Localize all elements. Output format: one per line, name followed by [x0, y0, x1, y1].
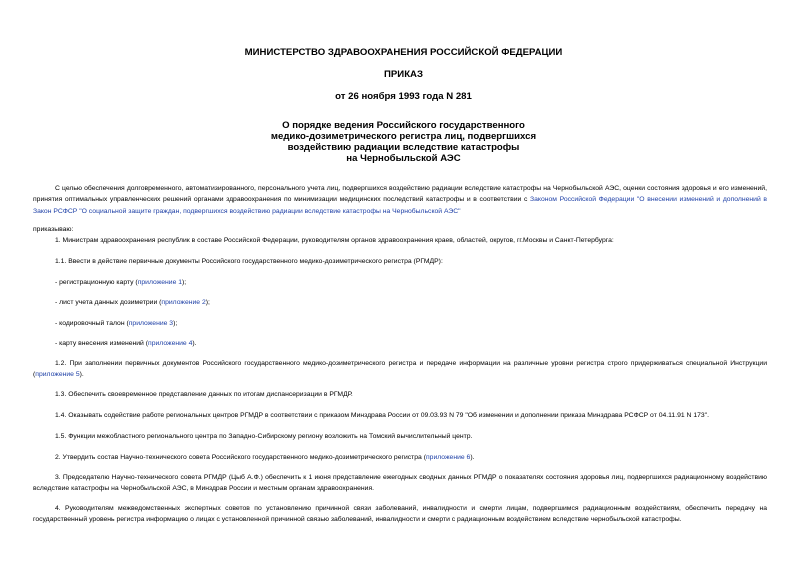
item-1: 1. Министрам здравоохранения республик в составе Российской Федерации, руководителям органов здравоохранения краев, областей, округов, гг.Москвы и Санкт-Петербурга:	[55, 237, 614, 244]
title-line: О порядке ведения Российского государственного	[282, 120, 525, 131]
item-2: 2. Утвердить состав Научно-технического совета Российского государственного медико-дозиметрического регистра (приложение 6).	[55, 454, 475, 461]
intro-paragraph	[33, 183, 767, 217]
date-line: от 26 ноября 1993 года N 281	[335, 91, 472, 102]
item-1-3: 1.3. Обеспечить своевременное представление данных по итогам диспансеризации в РГМДР.	[55, 391, 353, 398]
appendix-1-link[interactable]: приложение 1	[137, 279, 183, 286]
ministry-heading: МИНИСТЕРСТВО ЗДРАВООХРАНЕНИЯ РОССИЙСКОЙ ФЕДЕРАЦИИ	[244, 47, 563, 58]
appendix-2-link[interactable]: приложение 2	[161, 299, 206, 306]
title-line: медико-дозиметрического регистра лиц, подвергшихся	[270, 131, 537, 142]
doc-type-heading: ПРИКАЗ	[384, 69, 423, 80]
order-keyword: приказываю:	[33, 226, 74, 233]
appendix-3-link[interactable]: приложение 3	[128, 320, 174, 327]
item-change-card: - карту внесения изменений (приложение 4).	[55, 340, 197, 347]
item-4: 4. Руководителям межведомственных экспертных советов по установлению причинной связи заболеваний, инвалидности и смерти лицам, подвергшимся радиационным воздействиям, обеспечить передачу на государственный уровень регистра информацию о лицах с установленной причинной связью заболеваний, инвалидности и смерти с радиационным воздействием вследствие чернобыльской катастрофы.	[33, 505, 767, 524]
item-registration-card: - регистрационную карту (приложение 1);	[55, 279, 187, 286]
document-title	[0, 120, 807, 164]
item-1-4: 1.4. Оказывать содействие работе региональных центров РГМДР в соответствии с приказом Минздрава России от 09.03.93 N 79 "Об изменении и дополнении приказа Минздрава РСФСР от 04.11.91 N 173".	[55, 412, 709, 419]
appendix-5-link[interactable]: приложение 5	[35, 371, 80, 379]
item-dosimetry-sheet: - лист учета данных дозиметрии (приложение 2);	[55, 299, 210, 306]
item-1-5: 1.5. Функции межобластного регионального центра по Западно-Сибирскому региону возложить на Томский вычислительный центр.	[55, 433, 473, 440]
appendix-6-link[interactable]: приложение 6	[425, 454, 471, 461]
item-1-1: 1.1. Ввести в действие первичные документы Российского государственного медико-дозиметрического регистра (РГМДР):	[55, 258, 443, 265]
title-line: на Чернобыльской АЭС	[346, 153, 461, 164]
item-coding-coupon: - кодировочный талон (приложение 3);	[55, 320, 178, 327]
item-3: 3. Председателю Научно-технического совета РГМДР (Цыб А.Ф.) обеспечить к 1 июня представление ежегодных сводных данных РГМДР о показателях состояния здоровья лиц, подвергшихся радиационному воздействию вследствие катастрофы на Чернобыльской АЭС, в Минздрав России и местным органам здравоохранения.	[33, 474, 767, 493]
title-line: воздействию радиации вследствие катастрофы	[287, 142, 520, 153]
law-link[interactable]: Законом Российской Федерации "О внесении изменений и дополнений в Закон РСФСР "О социальной защите граждан, подвергшихся воздействию радиации вследствие катастрофы на Чернобыльской АЭС"	[33, 196, 767, 215]
intro-text: С целью обеспечения долговременного, автоматизированного, персонального учета лиц, подвергшихся воздействию радиации вследствие катастрофы на Чернобыльской АЭС, оценки состояния здоровья и его изменений, принятия оптимальных управленческих решений органами здравоохранения по минимизации медицинских последствий катастрофы и в соответствии с	[33, 185, 767, 204]
appendix-4-link[interactable]: приложение 4	[148, 340, 193, 347]
item-1-2: 1.2. При заполнении первичных документов Российского государственного медико-дозиметрического регистра и передаче информации на различные уровни регистра строго придерживаться специальной Инструкции (приложение 5).	[33, 360, 767, 379]
